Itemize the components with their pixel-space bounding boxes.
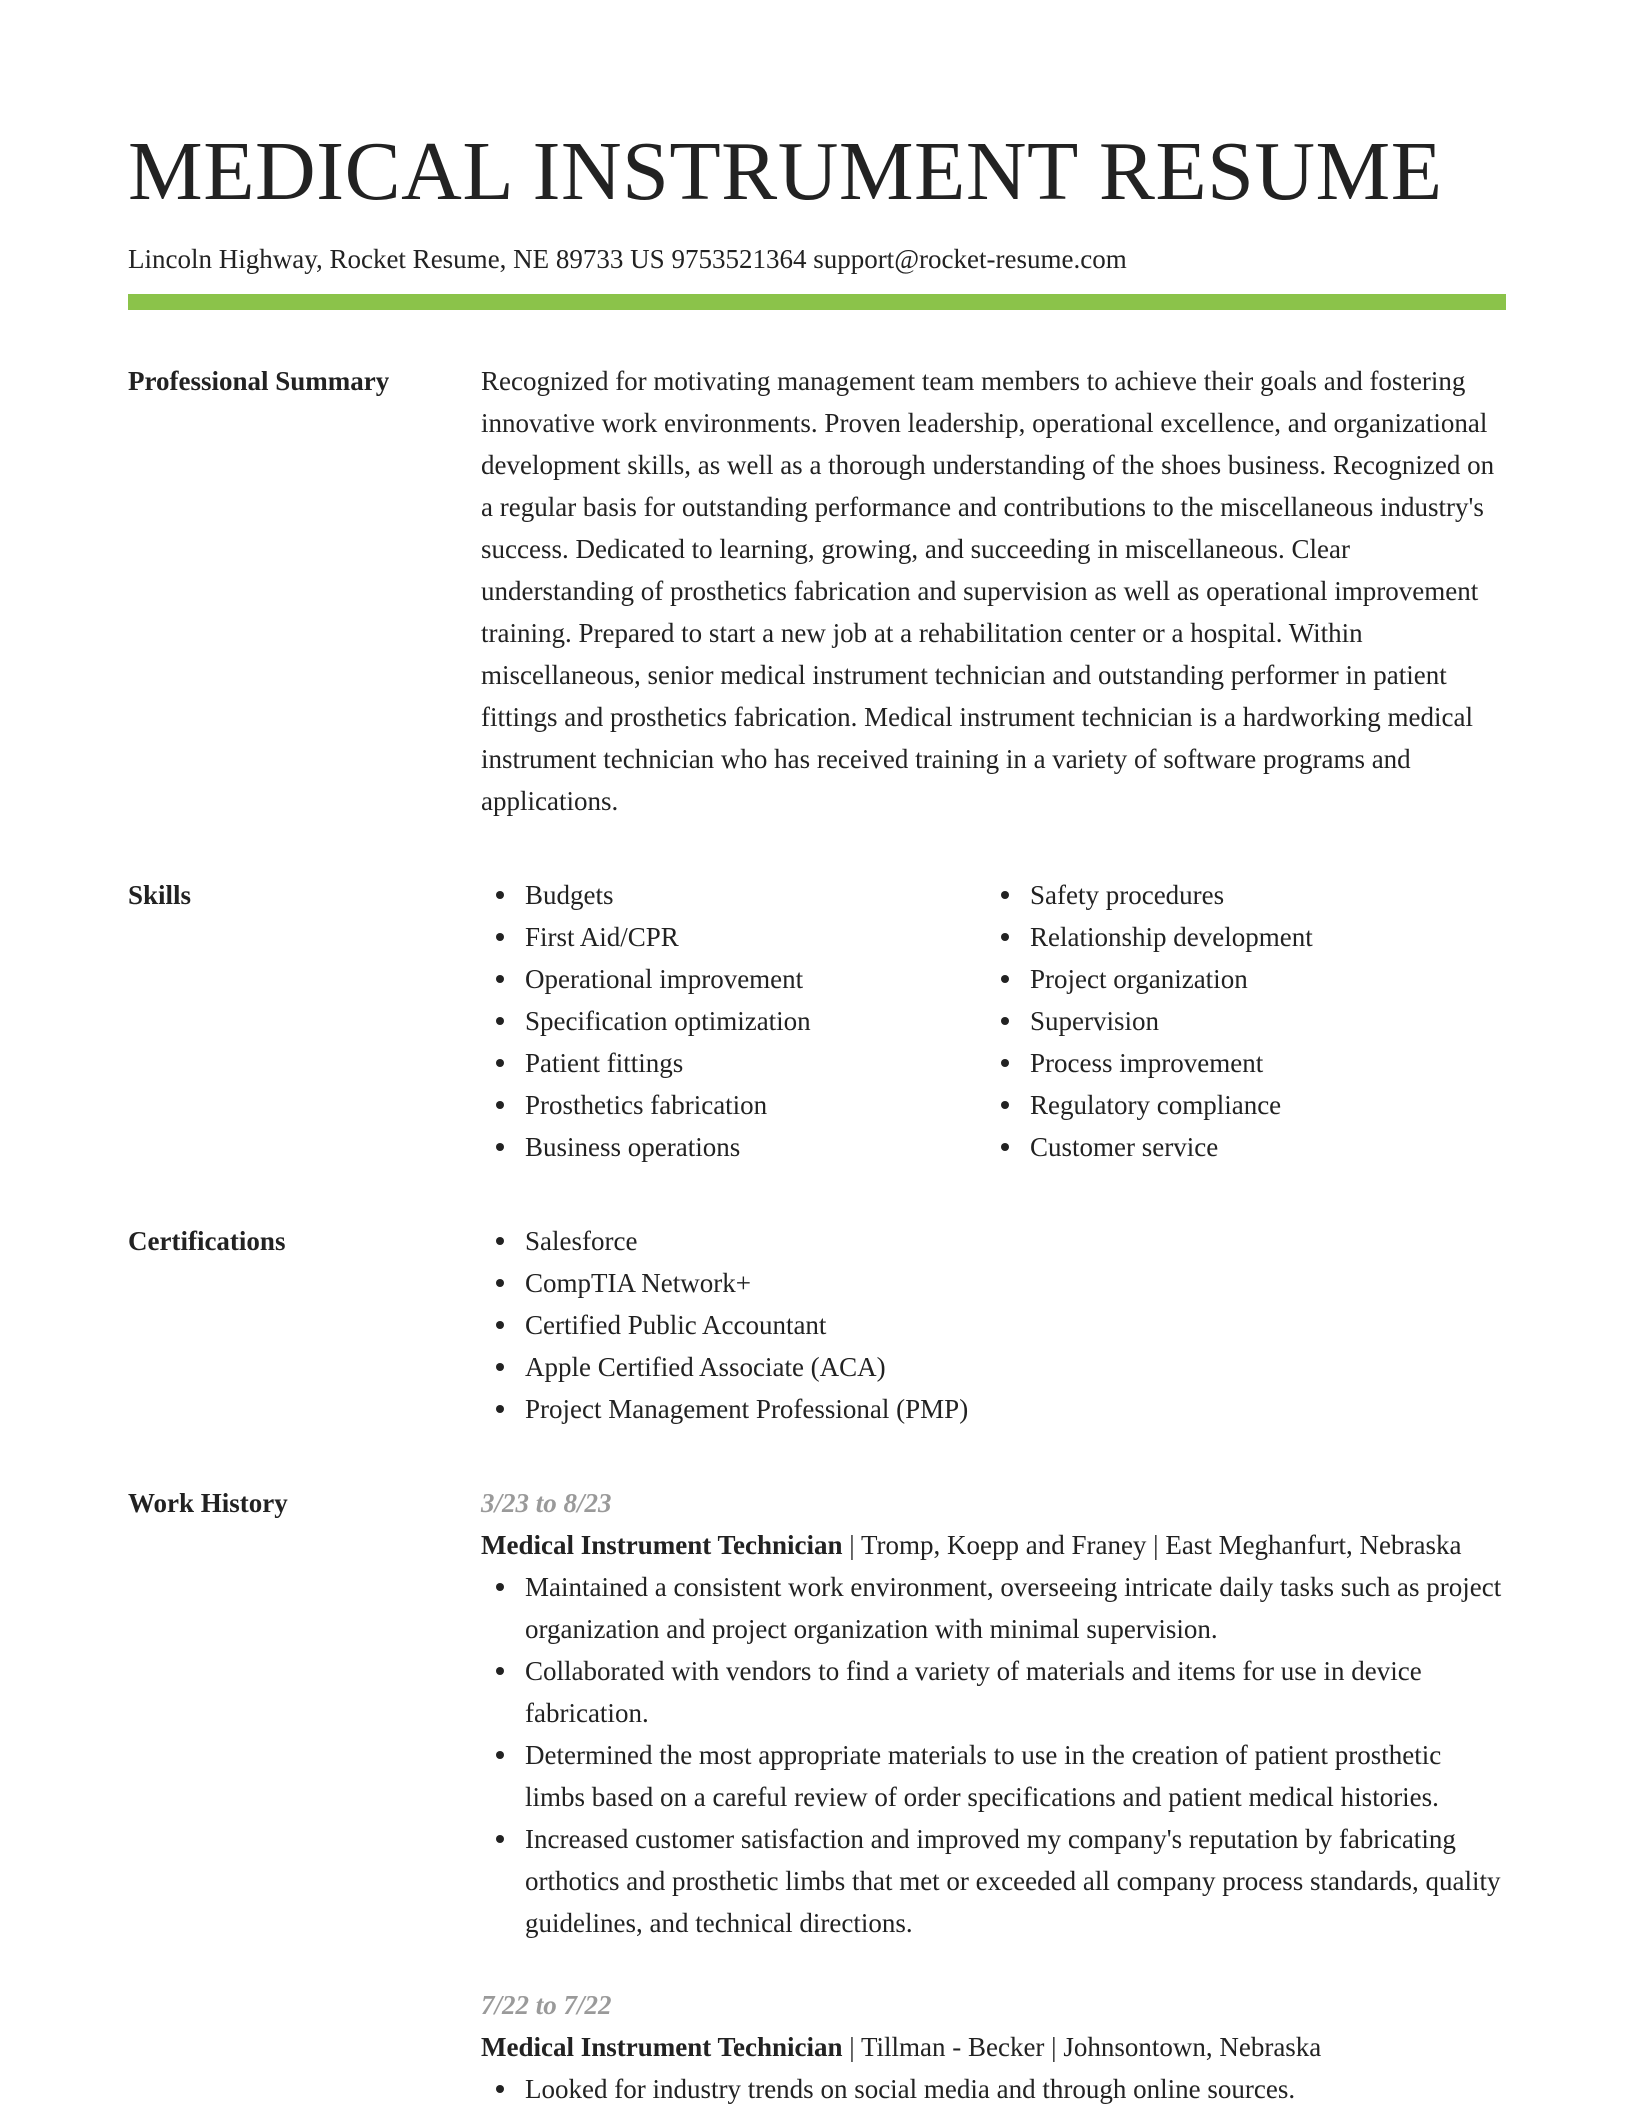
- bullet-icon: [1001, 1017, 1009, 1025]
- certification-item: [525, 1304, 1506, 1346]
- skills-grid: [481, 874, 1506, 1168]
- bullet-icon: [496, 1667, 504, 1675]
- certification-label: Project Management Professional (PMP): [525, 1394, 969, 1424]
- job-entry: [481, 1984, 1506, 2110]
- contact-line: [128, 242, 1506, 276]
- skill-label: Process improvement: [1030, 1048, 1264, 1078]
- skills-heading: Skills: [128, 880, 192, 910]
- certification-item: [525, 1262, 1506, 1304]
- bullet-icon: [496, 1363, 504, 1371]
- job-duty: [525, 1734, 1506, 1818]
- job-duty: [525, 1650, 1506, 1734]
- bullet-icon: [1001, 1059, 1009, 1067]
- skill-label: Operational improvement: [525, 964, 804, 994]
- job-duty-text: Determined the most appropriate materials to use in the creation of patient prosthetic limbs based on a careful review of order specifications and patient medical histories.: [525, 1740, 1442, 1812]
- certification-item: [525, 1388, 1506, 1430]
- bullet-icon: [1001, 1143, 1009, 1151]
- summary-section: [128, 360, 1506, 822]
- skill-label: Customer service: [1030, 1132, 1219, 1162]
- job-heading: [481, 1524, 1506, 1566]
- resume-title: MEDICAL INSTRUMENT RESUME: [128, 125, 1443, 218]
- skills-column-left: [481, 874, 986, 1168]
- job-dates: 3/23 to 8/23: [481, 1488, 612, 1518]
- certification-item: [525, 1346, 1506, 1388]
- certification-item: [525, 1220, 1506, 1262]
- certifications-heading: Certifications: [128, 1226, 286, 1256]
- skill-item: [1030, 958, 1491, 1000]
- bullet-icon: [1001, 891, 1009, 899]
- skill-label: Prosthetics fabrication: [525, 1090, 768, 1120]
- skill-label: Relationship development: [1030, 922, 1313, 952]
- job-title: Medical Instrument Technician: [481, 1530, 843, 1560]
- skill-label: Business operations: [525, 1132, 741, 1162]
- skill-item: [525, 916, 986, 958]
- certification-label: CompTIA Network+: [525, 1268, 751, 1298]
- work-history-body: [481, 1482, 1506, 2110]
- bullet-icon: [496, 1835, 504, 1843]
- contact-email: support@rocket-resume.com: [813, 244, 1127, 274]
- certification-label: Apple Certified Associate (ACA): [525, 1352, 886, 1382]
- skill-item: [1030, 1126, 1491, 1168]
- skill-label: Supervision: [1030, 1006, 1160, 1036]
- certification-label: Salesforce: [525, 1226, 638, 1256]
- job-duty: [525, 1818, 1506, 1944]
- skill-item: [525, 874, 986, 916]
- contact-address: Lincoln Highway, Rocket Resume, NE 89733 US: [128, 244, 665, 274]
- job-title: Medical Instrument Technician: [481, 2032, 843, 2062]
- skill-label: Budgets: [525, 880, 614, 910]
- bullet-icon: [496, 975, 504, 983]
- skill-item: [525, 1084, 986, 1126]
- skill-item: [525, 1000, 986, 1042]
- job-duties-list: [481, 1566, 1506, 1944]
- skills-section: [128, 874, 1506, 1168]
- skills-body: [481, 874, 1506, 1168]
- certifications-body: [481, 1220, 1506, 1430]
- bullet-icon: [496, 1059, 504, 1067]
- skills-column-right: [986, 874, 1491, 1168]
- job-duty-text: Collaborated with vendors to find a variety of materials and items for use in device fabrication.: [525, 1656, 1422, 1728]
- skills-list-right: [986, 874, 1491, 1168]
- summary-body: [481, 360, 1506, 822]
- bullet-icon: [496, 1583, 504, 1591]
- resume-page: [128, 0, 1506, 2110]
- job-duty-text: Increased customer satisfaction and improved my company's reputation by fabricating orthotics and prosthetic limbs that met or exceeded all company process standards, quality guidelines, and technical directions.: [525, 1824, 1501, 1938]
- bullet-icon: [496, 1237, 504, 1245]
- skill-label: Safety procedures: [1030, 880, 1225, 910]
- header-divider: [128, 294, 1506, 310]
- bullet-icon: [1001, 975, 1009, 983]
- skill-item: [525, 1042, 986, 1084]
- bullet-icon: [1001, 1101, 1009, 1109]
- job-duties-list: [481, 2068, 1506, 2110]
- job-heading: [481, 2026, 1506, 2068]
- bullet-icon: [496, 1101, 504, 1109]
- bullet-icon: [496, 1143, 504, 1151]
- job-details: | Tromp, Koepp and Franey | East Meghanfurt, Nebraska: [842, 1530, 1462, 1560]
- bullet-icon: [496, 1405, 504, 1413]
- bullet-icon: [496, 1751, 504, 1759]
- skill-item: [1030, 1000, 1491, 1042]
- skill-item: [525, 958, 986, 1000]
- certification-label: Certified Public Accountant: [525, 1310, 827, 1340]
- bullet-icon: [496, 2085, 504, 2093]
- bullet-icon: [496, 891, 504, 899]
- contact-phone: 9753521364: [671, 244, 807, 274]
- job-duty: [525, 1566, 1506, 1650]
- bullet-icon: [496, 1017, 504, 1025]
- job-duty: [525, 2068, 1506, 2110]
- skill-label: Project organization: [1030, 964, 1248, 994]
- job-duty-text: Maintained a consistent work environment, overseeing intricate daily tasks such as project organization and project organization with minimal supervision.: [525, 1572, 1502, 1644]
- work-history-heading: Work History: [128, 1488, 288, 1518]
- bullet-icon: [496, 1279, 504, 1287]
- summary-text: Recognized for motivating management team members to achieve their goals and fostering innovative work environments. Proven leadership, operational excellence, and organizational development skills, as well as a thorough understanding of the shoes business. Recognized on a regular basis for outstanding performance and contributions to the miscellaneous industry's success. Dedicated to learning, growing, and succeeding in miscellaneous. Clear understanding of prosthetics fabrication and supervision as well as operational improvement training. Prepared to start a new job at a rehabilitation center or a hospital. Within miscellaneous, senior medical instrument technician and outstanding performer in patient fittings and prosthetics fabrication. Medical instrument technician is a hardworking medical instrument technician who has received training in a variety of software programs and applications.: [481, 366, 1495, 816]
- bullet-icon: [1001, 933, 1009, 941]
- skill-item: [1030, 916, 1491, 958]
- summary-heading: Professional Summary: [128, 366, 390, 396]
- bullet-icon: [496, 1321, 504, 1329]
- skill-item: [1030, 1084, 1491, 1126]
- skill-item: [1030, 874, 1491, 916]
- job-details: | Tillman - Becker | Johnsontown, Nebraska: [842, 2032, 1322, 2062]
- job-entry: [481, 1482, 1506, 1944]
- skill-label: Patient fittings: [525, 1048, 684, 1078]
- skill-item: [525, 1126, 986, 1168]
- certifications-list: [481, 1220, 1506, 1430]
- job-dates: 7/22 to 7/22: [481, 1990, 612, 2020]
- skill-label: Specification optimization: [525, 1006, 811, 1036]
- job-duty-text: Looked for industry trends on social media and through online sources.: [525, 2074, 1296, 2104]
- bullet-icon: [496, 933, 504, 941]
- skill-label: First Aid/CPR: [525, 922, 679, 952]
- skill-label: Regulatory compliance: [1030, 1090, 1282, 1120]
- work-history-section: [128, 1482, 1506, 2110]
- skills-list-left: [481, 874, 986, 1168]
- certifications-section: [128, 1220, 1506, 1430]
- skill-item: [1030, 1042, 1491, 1084]
